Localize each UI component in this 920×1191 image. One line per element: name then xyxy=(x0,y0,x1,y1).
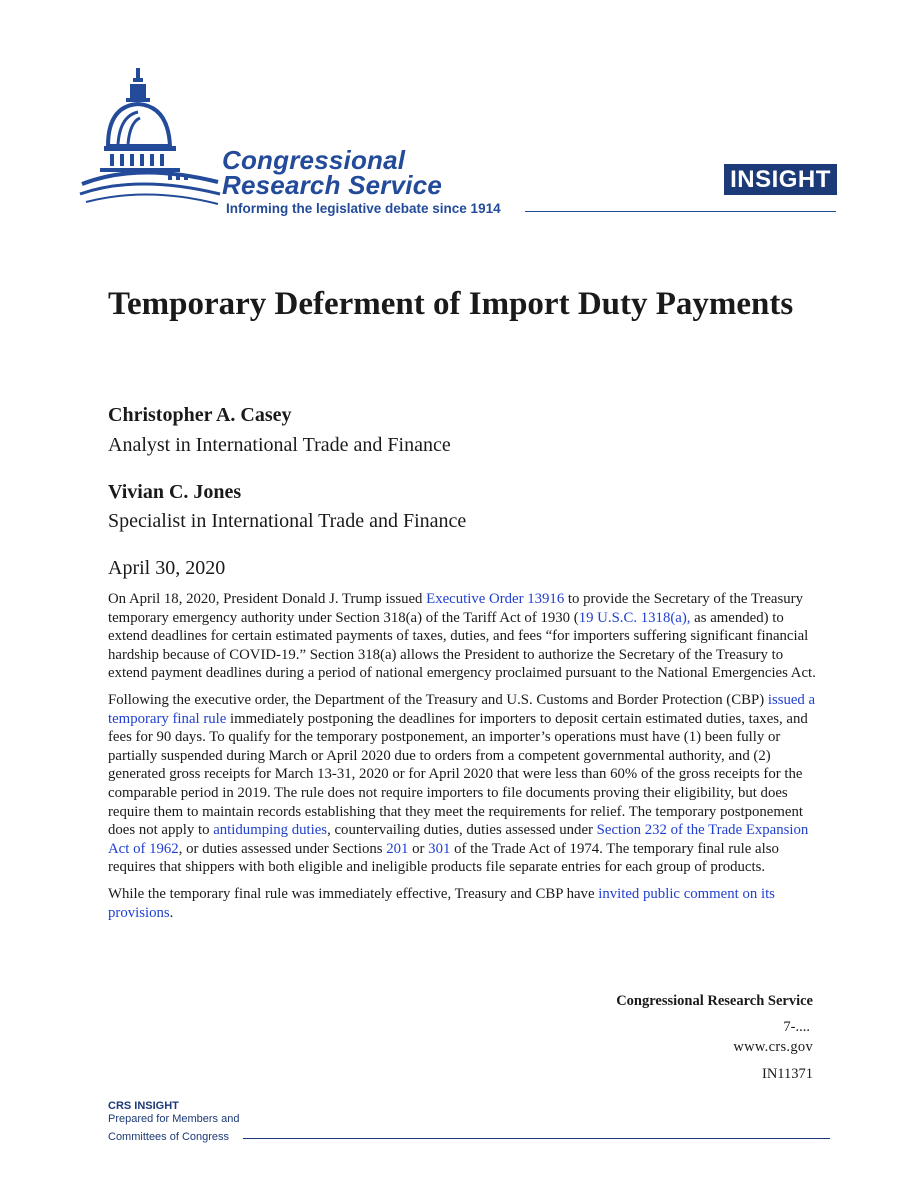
footer-report-id: IN11371 xyxy=(761,1066,813,1082)
report-header xyxy=(0,0,920,230)
footer-website[interactable]: www.crs.gov xyxy=(733,1039,813,1055)
document-title: Temporary Deferment of Import Duty Payments xyxy=(108,286,794,322)
capitol-dome-logo-icon xyxy=(78,66,228,216)
link-section-301[interactable]: 301 xyxy=(428,840,451,857)
author-name-1: Christopher A. Casey xyxy=(108,404,292,426)
tagline-divider xyxy=(525,211,836,212)
link-antidumping-duties[interactable]: antidumping duties xyxy=(213,822,328,839)
logo-text-research-service: Research Service xyxy=(222,170,443,200)
logo-text-congressional: Congressional xyxy=(222,145,406,175)
body-paragraph-1: On April 18, 2020, President Donald J. Trump issued Executive Order 13916 to provide the Secretary of the Treasury temporary emergency authority under Section 318(a) of the Tariff Act of 1930 (19 U.S.C. 1318(a), as amended) to extend deadlines for certain estimated payments of taxes, duties, and fees “for importers suffering significant financial hardship because of COVID-19.” Section 318(a) allows the President to authorize the Secretary of the Treasury to extend payment deadlines during a period of national emergency proclaimed pursuant to the National Emergencies Act. xyxy=(108,591,816,682)
logo-tagline: Informing the legislative debate since 1914 xyxy=(226,201,501,216)
author-role-1: Analyst in International Trade and Finance xyxy=(108,434,451,456)
body-paragraph-2: Following the executive order, the Department of the Treasury and U.S. Customs and Border Protection (CBP) issued a temporary final rule immediately postponing the deadlines for importers to deposit certain estimated duties, taxes, and fees for 90 days. To qualify for the temporary postponement, an importer’s operations must have (1) been fully or partially suspended during March or April 2020 due to orders from a competent governmental authority, and (2) generated gross receipts for March 13-31, 2020 or for April 2020 that were less than 60% of the gross receipts for the comparable period in 2019. The rule does not require importers to file documents proving their eligibility, but does require them to maintain records establishing that they meet the requirements for relief. The temporary postponement does not apply to antidumping duties, countervailing duties, duties assessed under Section 232 of the Trade Expansion Act of 1962, or duties assessed under Sections 201 or 301 of the Trade Act of 1974. The temporary final rule also requires that shippers with both eligible and ineligible products file separate entries for each group of products. xyxy=(108,691,816,876)
insight-badge: INSIGHT xyxy=(724,164,837,195)
author-role-2: Specialist in International Trade and Finance xyxy=(108,510,467,532)
link-usc-1318[interactable]: 19 U.S.C. 1318(a), xyxy=(578,609,691,626)
footer-divider xyxy=(243,1138,830,1139)
footer-page-number: 7-.... xyxy=(783,1019,810,1035)
link-section-232[interactable]: Section 232 of the Trade Expansion Act of 1962 xyxy=(108,822,809,857)
footer-organization: Congressional Research Service xyxy=(616,993,813,1009)
committees-label: Committees of Congress xyxy=(108,1131,230,1143)
crs-insight-label: CRS INSIGHT xyxy=(108,1100,179,1112)
author-name-2: Vivian C. Jones xyxy=(108,481,242,503)
prepared-for-label: Prepared for Members and xyxy=(108,1113,240,1125)
document-body xyxy=(108,590,818,930)
link-public-comment[interactable]: invited public comment on its provisions xyxy=(108,885,775,921)
link-executive-order[interactable]: Executive Order 13916 xyxy=(426,591,565,607)
link-temporary-final-rule[interactable]: issued a temporary final rule xyxy=(108,691,816,727)
body-paragraph-3: While the temporary final rule was immediately effective, Treasury and CBP have invited public comment on its provisions. xyxy=(108,885,775,921)
link-section-201[interactable]: 201 xyxy=(386,840,409,857)
publication-date: April 30, 2020 xyxy=(108,557,226,579)
